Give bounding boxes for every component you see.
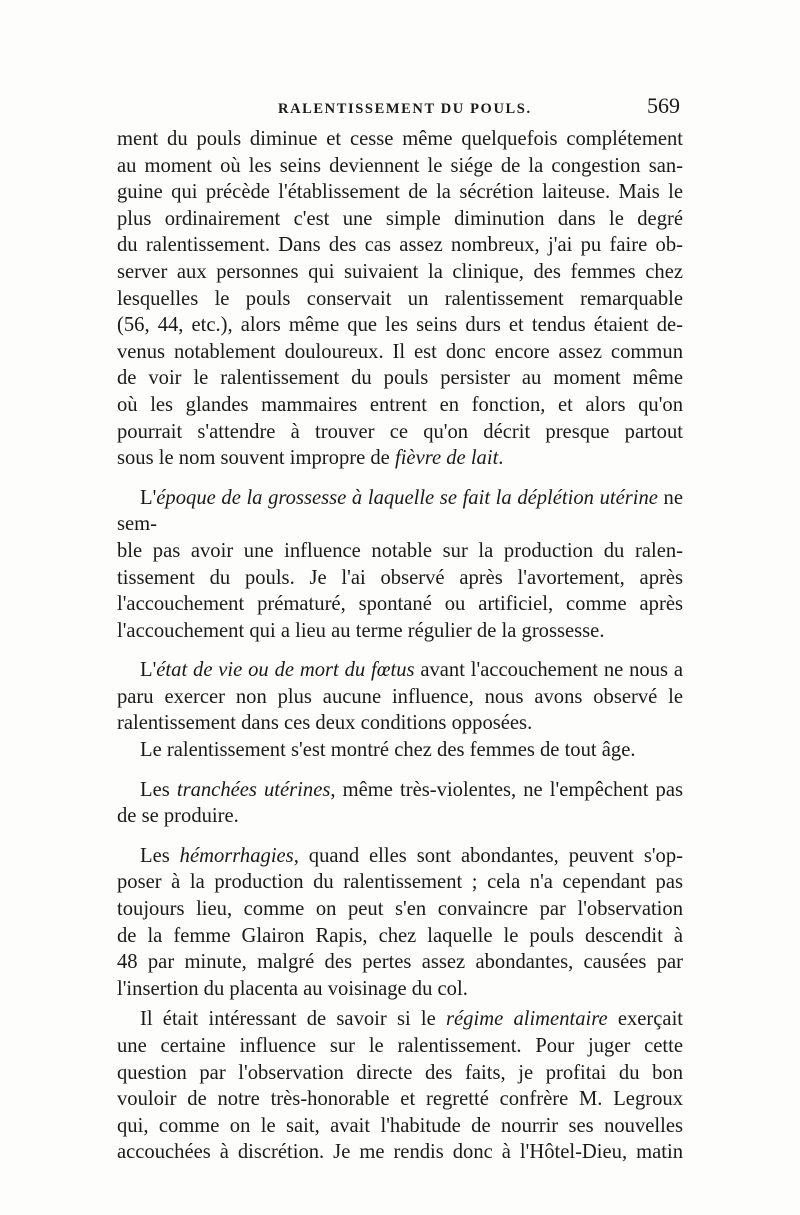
text-line: L'état de vie ou de mort du fœtus avant l'accouchement ne nous a <box>140 659 683 682</box>
text-line: au moment où les seins deviennent le siége de la congestion san- <box>117 154 683 177</box>
running-title: RALENTISSEMENT DU POULS. <box>278 101 532 117</box>
text-line: de la femme Glairon Rapis, chez laquelle le pouls descendit à <box>117 924 683 947</box>
text-line: Il était intéressant de savoir si le régime alimentaire exerçait <box>140 1008 684 1031</box>
italic-term: hémorrhagies <box>179 844 294 867</box>
text-line: où les glandes mammaires entrent en fonction, et alors qu'on <box>117 393 683 416</box>
paragraph-5 <box>117 777 683 830</box>
text-line: question par l'observation directe des faits, je profitai du bon <box>117 1061 683 1084</box>
text-line: pourrait s'attendre à trouver ce qu'on décrit presque partout <box>117 420 683 443</box>
paragraph-6 <box>117 843 683 1003</box>
text-line: de voir le ralentissement du pouls persister au moment même <box>117 367 683 390</box>
text-line: l'accouchement prématuré, spontané ou artificiel, comme après <box>117 593 683 616</box>
text-line: qui, comme on le sait, avait l'habitude de nourrir ses nouvelles <box>117 1114 683 1137</box>
text-line: ble pas avoir une influence notable sur la production du ralen- <box>117 539 683 562</box>
text-line: 48 par minute, malgré des pertes assez abondantes, causées par <box>117 951 683 974</box>
paragraph-7 <box>117 1006 683 1166</box>
text-line: l'insertion du placenta au voisinage du col. <box>117 977 468 1000</box>
paragraph-3 <box>117 657 683 737</box>
italic-term: fièvre de lait <box>394 447 499 470</box>
paragraph-1 <box>117 126 683 472</box>
italic-term: régime alimentaire <box>446 1008 608 1031</box>
text-line: L'époque de la grossesse à laquelle se fait la déplétion utérine ne sem- <box>117 486 683 536</box>
text-line: poser à la production du ralentissement ; cela n'a cependant pas <box>117 871 683 894</box>
text-line: l'accouchement qui a lieu au terme régulier de la grossesse. <box>117 619 605 642</box>
text-line: plus ordinairement c'est une simple diminution dans le degré <box>117 207 683 230</box>
text-line: accouchées à discrétion. Je me rendis donc à l'Hôtel-Dieu, matin <box>117 1141 683 1164</box>
text-line: lesquelles le pouls conservait un ralentissement remarquable <box>117 287 683 310</box>
paragraph-2 <box>117 485 683 645</box>
page-header <box>118 93 680 123</box>
text-line: vouloir de notre très-honorable et regretté confrère M. Legroux <box>117 1088 683 1111</box>
italic-term: époque de la grossesse à laquelle se fait la déplétion utérine <box>156 486 658 509</box>
text-line: guine qui précède l'établissement de la sécrétion laiteuse. Mais le <box>117 181 683 204</box>
text-line: toujours lieu, comme on peut s'en convaincre par l'observation <box>117 898 683 921</box>
text-line: server aux personnes qui suivaient la clinique, des femmes chez <box>117 260 683 283</box>
text-line: sous le nom souvent impropre de fièvre de lait. <box>117 447 504 470</box>
paragraph-4 <box>117 737 683 764</box>
page-number: 569 <box>647 93 680 118</box>
body-text <box>117 126 683 1166</box>
text-line: ralentissement dans ces deux conditions opposées. <box>117 712 533 735</box>
text-line: venus notablement douloureux. Il est donc encore assez commun <box>117 340 683 363</box>
text-line: tissement du pouls. Je l'ai observé après l'avortement, après <box>117 566 683 589</box>
italic-term: état de vie ou de mort du fœtus <box>156 659 415 682</box>
text-line: ment du pouls diminue et cesse même quelquefois complétement <box>117 128 683 150</box>
text-line: Le ralentissement s'est montré chez des femmes de tout âge. <box>140 739 636 762</box>
text-line: du ralentissement. Dans des cas assez nombreux, j'ai pu faire ob- <box>117 234 683 257</box>
text-line: une certaine influence sur le ralentissement. Pour juger cette <box>117 1035 683 1057</box>
text-line: de se produire. <box>117 805 239 828</box>
text-line: Les tranchées utérines, même très-violentes, ne l'empêchent pas <box>140 778 683 801</box>
text-line: paru exercer non plus aucune influence, nous avons observé le <box>117 685 683 708</box>
text-line: (56, 44, etc.), alors même que les seins durs et tendus étaient de- <box>117 314 683 337</box>
italic-term: tranchées utérines <box>176 778 331 801</box>
text-line: Les hémorrhagies, quand elles sont abondantes, peuvent s'op- <box>140 844 683 867</box>
